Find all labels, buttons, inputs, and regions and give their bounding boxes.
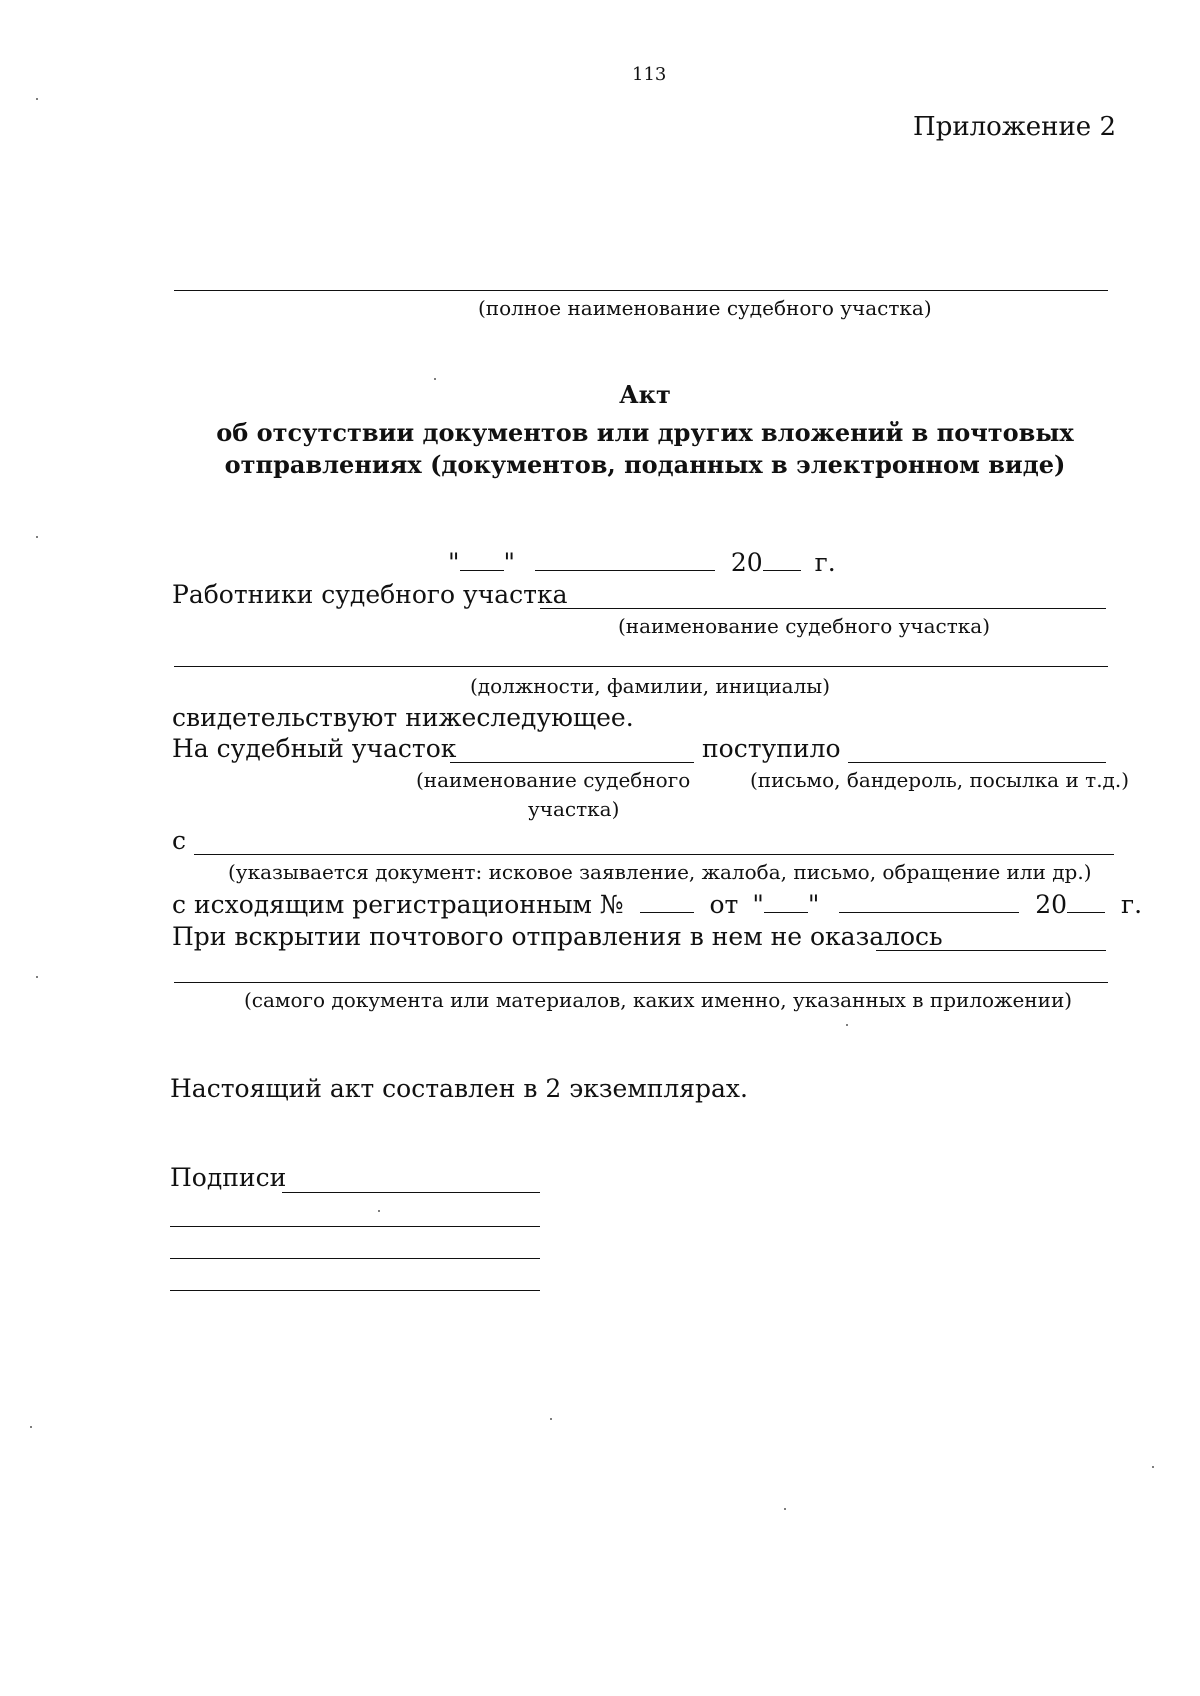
missing-line (174, 982, 1108, 983)
day-blank (460, 552, 504, 571)
date-year-prefix: 20 (730, 548, 763, 577)
positions-line (174, 666, 1108, 667)
to-court-hint-line1: (наименование судебного (416, 768, 691, 792)
signatures-label: Подписи (170, 1163, 287, 1192)
page-number: 113 (632, 64, 667, 85)
to-court-line (450, 762, 694, 763)
scan-speck (846, 1024, 848, 1026)
workers-court-line (540, 608, 1106, 609)
outgoing-year-prefix: 20 (1035, 890, 1068, 919)
positions-hint: (должности, фамилии, инициалы) (470, 674, 831, 698)
signature-line-4 (170, 1290, 540, 1291)
court-name-hint-2: (наименование судебного участка) (618, 614, 991, 638)
outgoing-quote-open: " (752, 890, 764, 919)
outgoing-line (172, 890, 1142, 919)
date-quote-open: " (448, 548, 460, 577)
opening-text: При вскрытии почтового отправления в нем не оказалось (172, 922, 943, 951)
court-name-line (174, 290, 1108, 291)
copies-text: Настоящий акт составлен в 2 экземплярах. (170, 1074, 748, 1103)
month-blank (535, 552, 715, 571)
scan-speck (550, 1418, 552, 1420)
scan-speck (378, 1210, 380, 1212)
date-year-suffix: г. (814, 548, 836, 577)
outgoing-from-label: от (709, 890, 739, 919)
year-blank (763, 552, 801, 571)
document-hint: (указывается документ: исковое заявление, жалоба, письмо, обращение или др.) (228, 860, 1092, 884)
scan-speck (36, 98, 38, 100)
outgoing-year-suffix: г. (1121, 890, 1143, 919)
scan-speck (1152, 1466, 1154, 1468)
opening-missing-line (876, 950, 1106, 951)
document-line (194, 854, 1114, 855)
outgoing-month-blank (839, 894, 1019, 913)
document-subtitle-line2: отправлениях (документов, поданных в электронном виде) (224, 450, 1066, 479)
scan-speck (30, 1426, 32, 1428)
outgoing-label: с исходящим регистрационным № (172, 890, 624, 919)
received-label: поступило (702, 734, 841, 763)
scan-speck (36, 976, 38, 978)
document-subtitle-line1: об отсутствии документов или других вложений в почтовых (216, 418, 1074, 447)
to-court-label: На судебный участок (172, 734, 457, 763)
scan-speck (434, 378, 436, 380)
outgoing-number-blank (640, 894, 694, 913)
scan-speck (36, 536, 38, 538)
appendix-label: Приложение 2 (913, 112, 1116, 142)
scan-speck (784, 1508, 786, 1510)
document-title: Акт (619, 380, 671, 409)
outgoing-day-blank (764, 894, 808, 913)
court-name-hint: (полное наименование судебного участка) (478, 296, 932, 320)
signature-line-1 (282, 1192, 540, 1193)
received-item-hint: (письмо, бандероль, посылка и т.д.) (750, 768, 1130, 792)
date-line (448, 548, 836, 577)
outgoing-year-blank (1067, 894, 1105, 913)
to-court-hint-line2: участка) (528, 797, 620, 821)
with-label: с (172, 826, 187, 855)
outgoing-quote-close: " (807, 890, 820, 919)
workers-label: Работники судебного участка (172, 580, 568, 609)
signature-line-3 (170, 1258, 540, 1259)
signature-line-2 (170, 1226, 540, 1227)
date-quote-close: " (503, 548, 515, 577)
missing-hint: (самого документа или материалов, каких именно, указанных в приложении) (244, 988, 1073, 1012)
testify-text: свидетельствуют нижеследующее. (172, 703, 634, 732)
received-item-line (848, 762, 1106, 763)
